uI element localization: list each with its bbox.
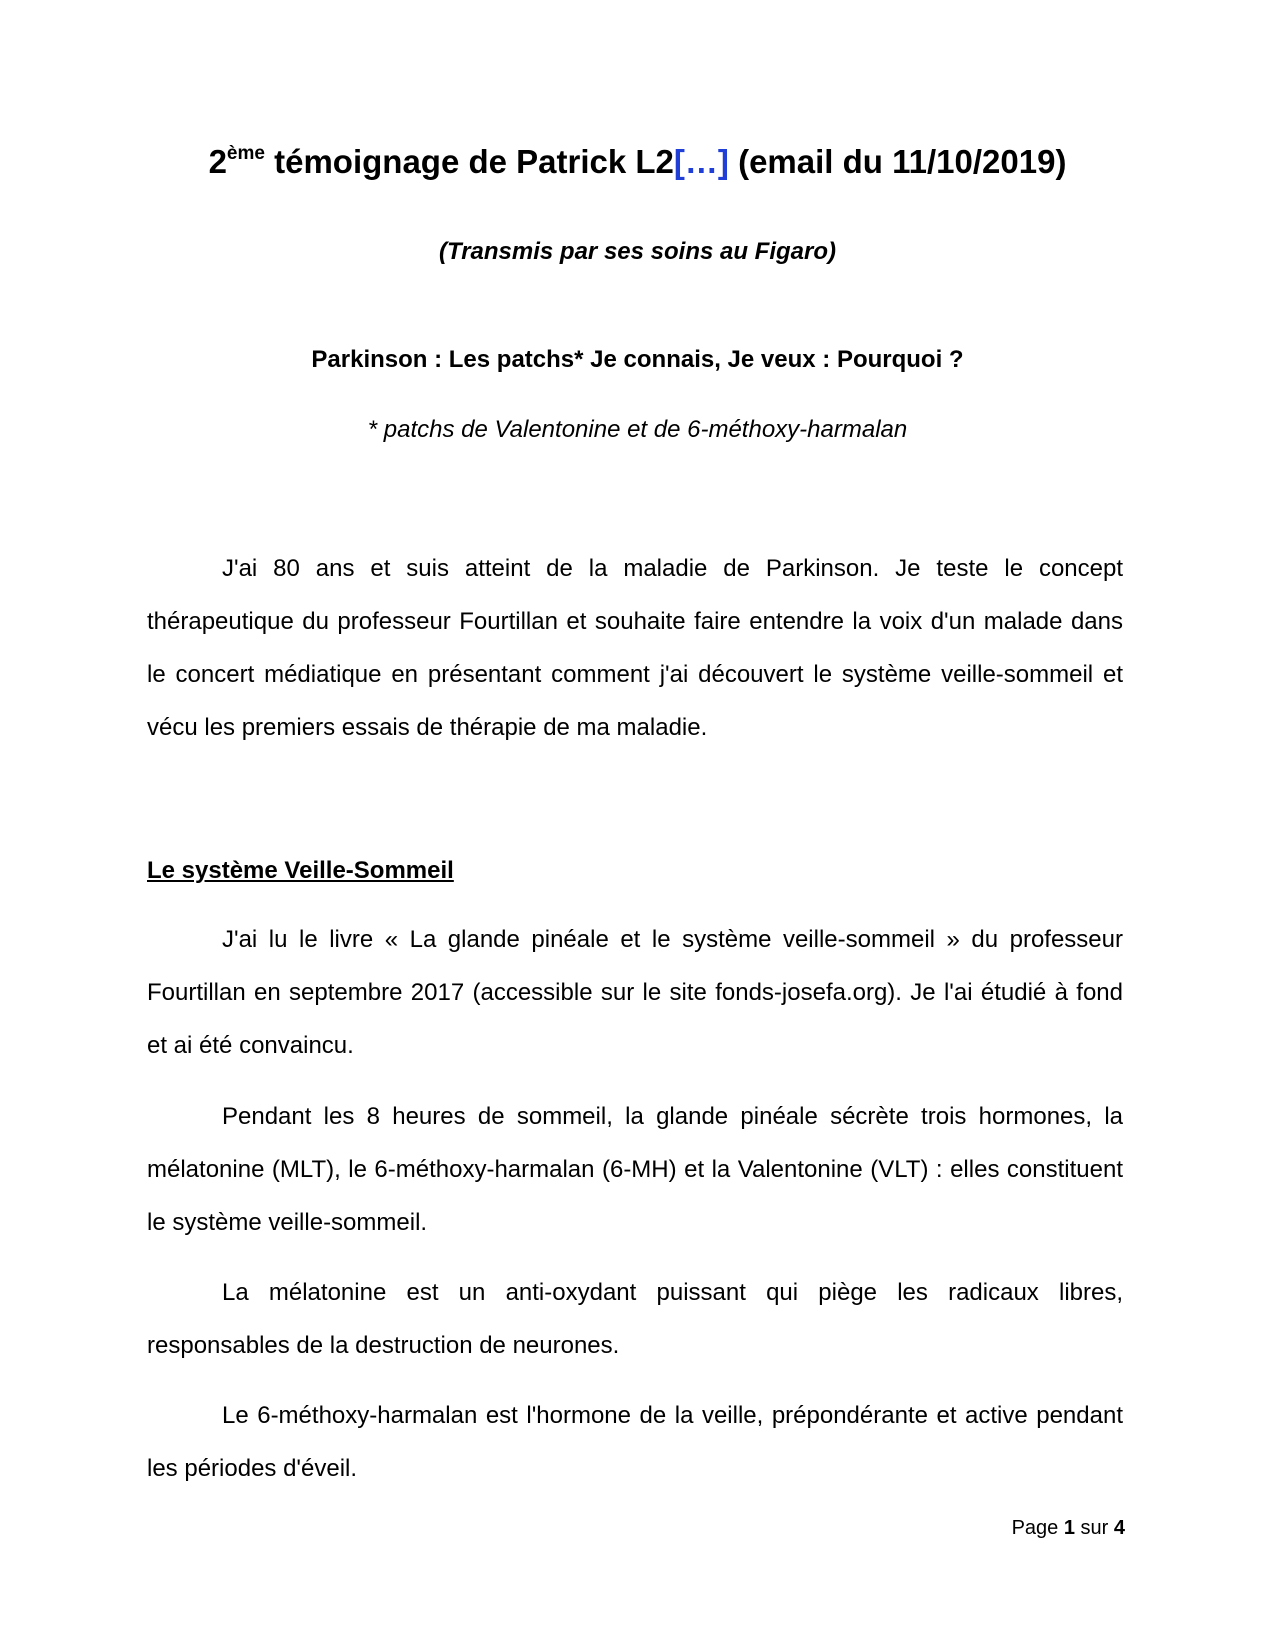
title-suffix: (email du 11/10/2019) (728, 143, 1067, 180)
section-heading: Le système Veille-Sommeil (147, 857, 454, 884)
title-superscript: ème (226, 143, 265, 164)
title-prefix: 2 (208, 143, 227, 180)
title-redacted-link[interactable]: […] (673, 143, 729, 180)
title-main: témoignage de Patrick L2 (264, 143, 674, 180)
page-number: 1 (1063, 1517, 1075, 1539)
page-label: Page (1011, 1517, 1064, 1539)
headline-footnote: * patchs de Valentonine et de 6-méthoxy-harmalan (367, 416, 908, 443)
page-of-label: sur (1074, 1517, 1114, 1539)
section-paragraph-1: J'ai lu le livre « La glande pinéale et le système veille-sommeil » du professeur Fourtillan en septembre 2017 (accessible sur le site fonds-josefa.org). Je l'ai étudié à fond et ai été convaincu. (147, 926, 1123, 1059)
document-subtitle: (Transmis par ses soins au Figaro) (438, 238, 837, 265)
page-footer (1012, 1515, 1125, 1541)
page-total: 4 (1113, 1517, 1125, 1539)
section-paragraph-4: Le 6-méthoxy-harmalan est l'hormone de la veille, prépondérante et active pendant les périodes d'éveil. (147, 1402, 1123, 1482)
section-paragraph-3: La mélatonine est un anti-oxydant puissant qui piège les radicaux libres, responsables de la destruction de neurones. (147, 1279, 1123, 1359)
section-paragraph-2: Pendant les 8 heures de sommeil, la glande pinéale sécrète trois hormones, la mélatonine (MLT), le 6-méthoxy-harmalan (6-MH) et la Valentonine (VLT) : elles constituent le système veille-sommeil. (147, 1103, 1123, 1236)
document-title (0, 140, 1275, 184)
intro-paragraph: J'ai 80 ans et suis atteint de la maladie de Parkinson. Je teste le concept thérapeutique du professeur Fourtillan et souhaite faire entendre la voix d'un malade dans le concert médiatique en présentant comment j'ai découvert le système veille-sommeil et vécu les premiers essais de thérapie de ma maladie. (147, 555, 1123, 741)
document-headline: Parkinson : Les patchs* Je connais, Je veux : Pourquoi ? (311, 346, 964, 373)
